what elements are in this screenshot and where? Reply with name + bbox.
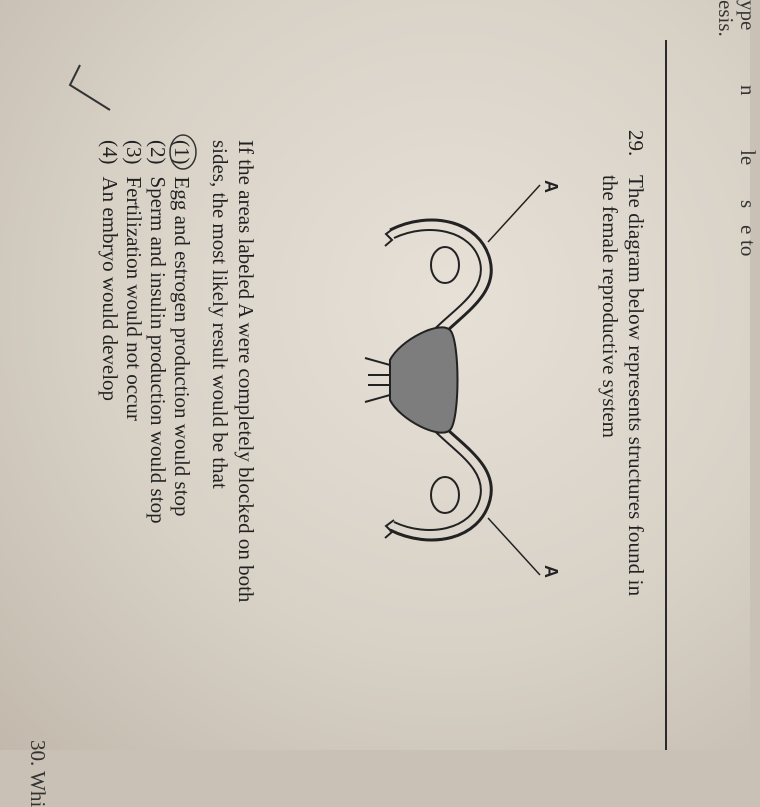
option-number: (1) [170,140,194,165]
question-number: 29. [624,130,648,157]
ovary-right [431,477,459,513]
answer-option[interactable] [122,140,146,421]
next-question-fragment: 30. Whi [26,740,50,807]
answer-option[interactable] [146,140,170,524]
option-text: Egg and estrogen production would stop [170,176,194,517]
ovary-left [431,247,459,283]
option-number: (3) [122,140,146,165]
stem-line-1: If the areas labeled A were completely blocked on both [234,140,258,603]
margin-fragment: to [736,240,760,257]
question-line-2: the female reproductive system [598,175,622,438]
margin-fragment: ype [736,0,760,31]
label-a-top: A [541,180,561,193]
margin-fragment: s [736,200,760,209]
vagina [365,358,390,402]
handwritten-mark [60,60,120,120]
uterus-body [390,327,458,432]
label-line-right [488,518,540,575]
option-text: Fertilization would not occur [122,176,146,421]
stem-line-2: sides, the most likely result would be that [208,140,232,489]
option-text: Sperm and insulin production would stop [146,176,170,524]
answer-option[interactable] [98,140,122,401]
option-number: (4) [98,140,122,165]
margin-fragment: e [736,225,760,235]
label-line-left [488,185,540,242]
uterus-diagram [370,180,600,580]
option-text: An embryo would develop [98,176,122,402]
margin-fragment: n [736,85,760,96]
answer-option[interactable] [170,140,194,517]
label-a-bottom: A [541,565,561,578]
margin-fragment: esis. [714,0,738,37]
column-divider [665,40,667,750]
question-line-1: The diagram below represents structures found in [624,175,648,597]
option-number: (2) [146,140,170,165]
margin-fragment: le [736,150,760,166]
handwritten-circle [167,132,199,172]
